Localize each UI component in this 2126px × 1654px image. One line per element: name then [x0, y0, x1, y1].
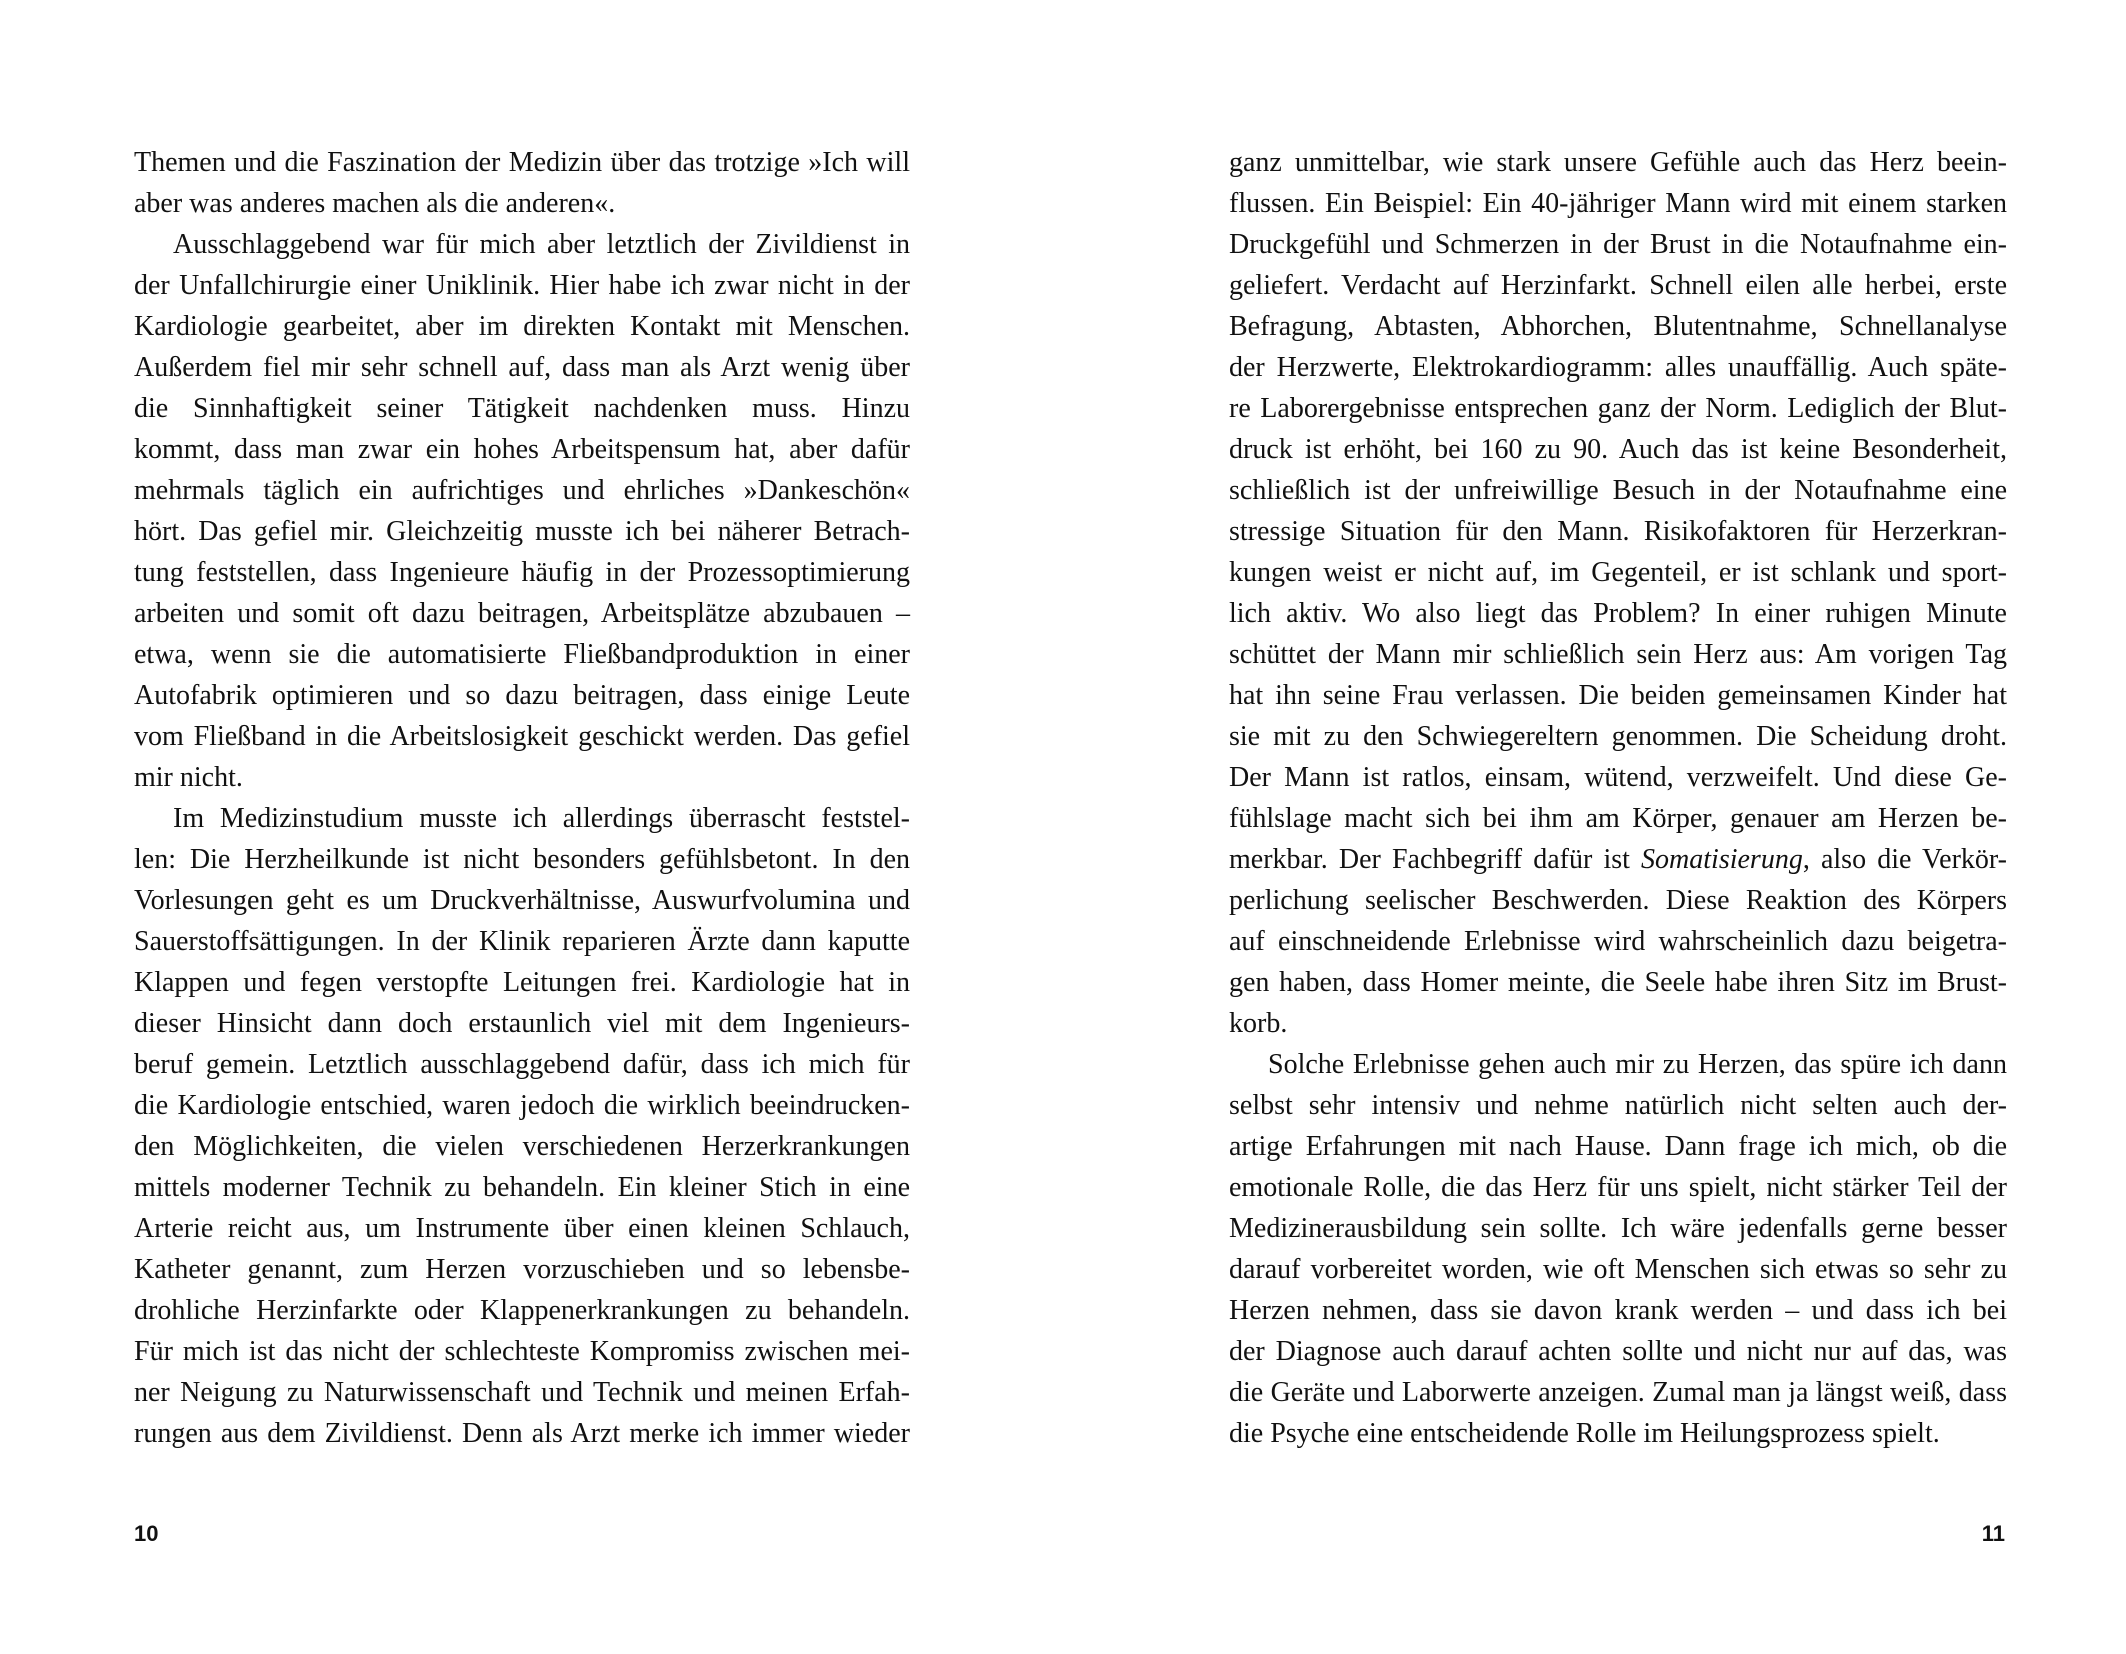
- text-line: arbeiten und somit oft dazu beitragen, Arbeitsplätze abzubauen –: [134, 598, 910, 629]
- text-line: Für mich ist das nicht der schlechteste Kompromiss zwischen mei-: [134, 1336, 910, 1367]
- text-line: der Herzwerte, Elektrokardiogramm: alles unauffällig. Auch späte-: [1229, 352, 2007, 383]
- text-line: den Möglichkeiten, die vielen verschiedenen Herzerkrankungen: [134, 1131, 910, 1162]
- text-line: rungen aus dem Zivildienst. Denn als Arzt merke ich immer wieder: [134, 1418, 910, 1449]
- text-line: ganz unmittelbar, wie stark unsere Gefühle auch das Herz beein-: [1229, 147, 2007, 178]
- text-line: hat ihn seine Frau verlassen. Die beiden gemeinsamen Kinder hat: [1229, 680, 2007, 711]
- text-line: mir nicht.: [134, 762, 243, 793]
- text-line: perlichung seelischer Beschwerden. Diese Reaktion des Körpers: [1229, 885, 2007, 916]
- text-line: artige Erfahrungen mit nach Hause. Dann frage ich mich, ob die: [1229, 1131, 2007, 1162]
- text-line: auf einschneidende Erlebnisse wird wahrscheinlich dazu beigetra-: [1229, 926, 2007, 957]
- text-line: darauf vorbereitet worden, wie oft Menschen sich etwas so sehr zu: [1229, 1254, 2007, 1285]
- text-line: beruf gemein. Letztlich ausschlaggebend dafür, dass ich mich für: [134, 1049, 910, 1080]
- text-line: Klappen und fegen verstopfte Leitungen frei. Kardiologie hat in: [134, 967, 910, 998]
- text-line: ner Neigung zu Naturwissenschaft und Technik und meinen Erfah-: [134, 1377, 910, 1408]
- text-line: dieser Hinsicht dann doch erstaunlich viel mit dem Ingenieurs-: [134, 1008, 910, 1039]
- text-line: geliefert. Verdacht auf Herzinfarkt. Schnell eilen alle herbei, erste: [1229, 270, 2007, 301]
- text-line: Vorlesungen geht es um Druckverhältnisse, Auswurfvolumina und: [134, 885, 910, 916]
- right-page-number: 11: [1981, 1521, 2005, 1546]
- text-line: Kardiologie gearbeitet, aber im direkten Kontakt mit Menschen.: [134, 311, 910, 342]
- text-line: Arterie reicht aus, um Instrumente über einen kleinen Schlauch,: [134, 1213, 910, 1244]
- text-line: mehrmals täglich ein aufrichtiges und ehrliches »Dankeschön«: [134, 475, 910, 506]
- text-line: Herzen nehmen, dass sie davon krank werden – und dass ich bei: [1229, 1295, 2007, 1326]
- text-line: schüttet der Mann mir schließlich sein Herz aus: Am vorigen Tag: [1229, 639, 2007, 670]
- text-line: re Laborergebnisse entsprechen ganz der Norm. Lediglich der Blut-: [1229, 393, 2007, 424]
- text-line: die Sinnhaftigkeit seiner Tätigkeit nachdenken muss. Hinzu: [134, 393, 910, 424]
- text-line: der Diagnose auch darauf achten sollte und nicht nur auf das, was: [1229, 1336, 2007, 1367]
- text-line: [1229, 839, 2007, 880]
- text-line: Außerdem fiel mir sehr schnell auf, dass man als Arzt wenig über: [134, 352, 910, 383]
- text-line: hört. Das gefiel mir. Gleichzeitig musste ich bei näherer Betrach-: [134, 516, 910, 547]
- text-line: die Kardiologie entschied, waren jedoch die wirklich beeindrucken-: [134, 1090, 910, 1121]
- text-segment: , also die Verkör-: [1802, 844, 2008, 875]
- text-line: flussen. Ein Beispiel: Ein 40-jähriger Mann wird mit einem starken: [1229, 188, 2007, 219]
- italic-term: Somatisierung: [1641, 844, 1803, 875]
- text-line: len: Die Herzheilkunde ist nicht besonders gefühlsbetont. In den: [134, 844, 910, 875]
- text-line: Katheter genannt, zum Herzen vorzuschieben und so lebensbe-: [134, 1254, 910, 1285]
- text-line: Im Medizinstudium musste ich allerdings überrascht feststel-: [173, 803, 910, 834]
- text-line: mittels moderner Technik zu behandeln. Ein kleiner Stich in eine: [134, 1172, 910, 1203]
- text-line: der Unfallchirurgie einer Uniklinik. Hier habe ich zwar nicht in der: [134, 270, 910, 301]
- text-line: Themen und die Faszination der Medizin über das trotzige »Ich will: [134, 147, 910, 178]
- text-line: kommt, dass man zwar ein hohes Arbeitspensum hat, aber dafür: [134, 434, 910, 465]
- text-line: tung feststellen, dass Ingenieure häufig in der Prozessoptimierung: [134, 557, 910, 588]
- text-line: vom Fließband in die Arbeitslosigkeit geschickt werden. Das gefiel: [134, 721, 910, 752]
- text-line: kungen weist er nicht auf, im Gegenteil, er ist schlank und sport-: [1229, 557, 2007, 588]
- text-line: Sauerstoffsättigungen. In der Klinik reparieren Ärzte dann kaputte: [134, 926, 910, 957]
- text-line: aber was anderes machen als die anderen«.: [134, 188, 616, 219]
- text-line: die Psyche eine entscheidende Rolle im Heilungsprozess spielt.: [1229, 1418, 1940, 1449]
- text-line: etwa, wenn sie die automatisierte Fließbandproduktion in einer: [134, 639, 910, 670]
- left-page-body-text: [134, 142, 910, 1454]
- text-line: Medizinerausbildung sein sollte. Ich wäre jedenfalls gerne besser: [1229, 1213, 2007, 1244]
- text-line: Der Mann ist ratlos, einsam, wütend, verzweifelt. Und diese Ge-: [1229, 762, 2007, 793]
- text-line: schließlich ist der unfreiwillige Besuch in der Notaufnahme eine: [1229, 475, 2007, 506]
- text-segment: merkbar. Der Fachbegriff dafür ist: [1229, 844, 1642, 875]
- left-page-number: 10: [134, 1521, 159, 1546]
- right-page: [1063, 0, 2126, 1654]
- text-line: drohliche Herzinfarkte oder Klappenerkrankungen zu behandeln.: [134, 1295, 910, 1326]
- text-line: die Geräte und Laborwerte anzeigen. Zumal man ja längst weiß, dass: [1229, 1377, 2007, 1408]
- text-line: selbst sehr intensiv und nehme natürlich nicht selten auch der-: [1229, 1090, 2007, 1121]
- text-line: fühlslage macht sich bei ihm am Körper, genauer am Herzen be-: [1229, 803, 2007, 834]
- text-line: druck ist erhöht, bei 160 zu 90. Auch das ist keine Besonderheit,: [1229, 434, 2007, 465]
- text-line: Ausschlaggebend war für mich aber letztlich der Zivildienst in: [173, 229, 910, 260]
- text-line: Autofabrik optimieren und so dazu beitragen, dass einige Leute: [134, 680, 910, 711]
- text-line: gen haben, dass Homer meinte, die Seele habe ihren Sitz im Brust-: [1229, 967, 2007, 998]
- text-line: sie mit zu den Schwiegereltern genommen. Die Scheidung droht.: [1229, 721, 2007, 752]
- text-line: Solche Erlebnisse gehen auch mir zu Herzen, das spüre ich dann: [1268, 1049, 2007, 1080]
- text-line: Befragung, Abtasten, Abhorchen, Blutentnahme, Schnellanalyse: [1229, 311, 2007, 342]
- text-line: lich aktiv. Wo also liegt das Problem? In einer ruhigen Minute: [1229, 598, 2007, 629]
- text-line: emotionale Rolle, die das Herz für uns spielt, nicht stärker Teil der: [1229, 1172, 2007, 1203]
- text-line: stressige Situation für den Mann. Risikofaktoren für Herzerkran-: [1229, 516, 2007, 547]
- text-line: Druckgefühl und Schmerzen in der Brust in die Notaufnahme ein-: [1229, 229, 2007, 260]
- right-page-body-text: [1229, 142, 2007, 1454]
- text-line: korb.: [1229, 1008, 1288, 1039]
